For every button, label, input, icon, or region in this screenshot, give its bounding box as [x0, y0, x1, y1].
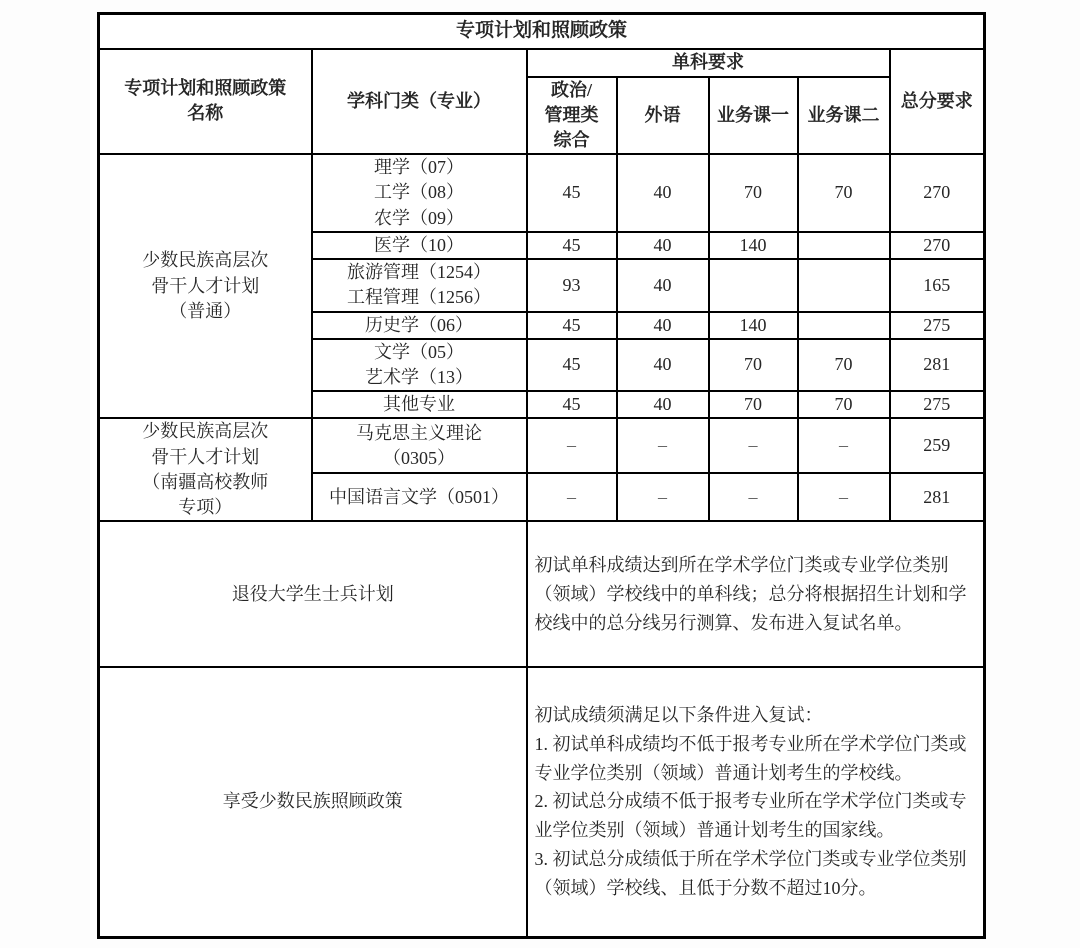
score-course1: – — [709, 418, 798, 473]
minority-policy-intro: 初试成绩须满足以下条件进入复试： — [534, 705, 823, 726]
score-politics: 45 — [527, 391, 617, 418]
score-course2: 70 — [798, 339, 890, 391]
score-politics: 45 — [527, 154, 617, 232]
score-foreign: 40 — [617, 339, 709, 391]
score-course2: 70 — [798, 154, 890, 232]
subject-line: 旅游管理（1254） — [347, 262, 491, 283]
header-foreign-language: 外语 — [617, 77, 709, 155]
subject-line: 工学（08） — [374, 182, 464, 203]
subject-line: 农学（09） — [374, 207, 464, 228]
score-course1 — [709, 259, 798, 311]
table-row — [99, 521, 985, 667]
header-course2: 业务课二 — [798, 77, 890, 155]
score-total: 281 — [890, 339, 985, 391]
minority-policy-item2: 2. 初试总分成绩不低于报考专业所在学术学位门类或专业学位类别（领域）普通计划考生的国家线。 — [534, 791, 967, 841]
table-title-row — [99, 14, 985, 49]
subject-cell: 医学（10） — [312, 232, 527, 259]
group2-name-line2: 骨干人才计划 — [151, 446, 260, 467]
veteran-policy-text: 初试单科成绩达到所在学术学位门类或专业学位类别（领域）学校线中的单科线；总分将根据招生计划和学校线中的总分线另行测算、发布进入复试名单。 — [534, 554, 967, 633]
score-total: 281 — [890, 473, 985, 521]
header-row-group — [99, 49, 985, 77]
minority-policy-cell — [527, 667, 985, 937]
score-foreign: 40 — [617, 259, 709, 311]
group1-name-line1: 少数民族高层次 — [142, 250, 269, 271]
score-foreign: 40 — [617, 312, 709, 339]
subject-line: 马克思主义理论 — [356, 422, 482, 443]
group2-plan-name-cell — [99, 418, 312, 521]
score-course1: 70 — [709, 391, 798, 418]
subject-line: 理学（07） — [374, 157, 464, 178]
subject-line: 艺术学（13） — [365, 367, 473, 387]
subject-cell: 中国语言文学（0501） — [312, 473, 527, 521]
score-course2 — [798, 232, 890, 259]
header-total-requirement: 总分要求 — [890, 49, 985, 155]
minority-policy-item3: 3. 初试总分成绩低于所在学术学位门类或专业学位类别（领域）学校线、且低于分数不超过10分。 — [534, 849, 967, 898]
subject-line: （0305） — [383, 447, 455, 468]
score-foreign: 40 — [617, 154, 709, 232]
score-course2: – — [798, 473, 890, 521]
score-politics: – — [527, 473, 617, 521]
group1-plan-name-cell — [99, 154, 312, 418]
score-foreign: – — [617, 418, 709, 473]
group2-name-line4: 专项） — [178, 496, 233, 517]
group1-name-line2: 骨干人才计划 — [151, 275, 260, 296]
score-total: 165 — [890, 259, 985, 311]
header-politics-line2: 管理类 — [544, 104, 599, 125]
score-foreign: 40 — [617, 391, 709, 418]
veteran-plan-policy-cell — [527, 521, 985, 667]
table-row — [99, 667, 985, 937]
header-plan-name-line1: 专项计划和照顾政策 — [124, 78, 287, 99]
special-plan-score-table — [97, 12, 986, 939]
minority-policy-item1: 1. 初试单科成绩均不低于报考专业所在学术学位门类或专业学位类别（领域）普通计划考生的学校线。 — [534, 733, 967, 783]
subject-cell — [312, 339, 527, 391]
score-politics: 93 — [527, 259, 617, 311]
subject-line: 文学（05） — [374, 341, 464, 362]
score-total: 275 — [890, 312, 985, 339]
veteran-plan-name-cell: 退役大学生士兵计划 — [99, 521, 527, 667]
score-total: 275 — [890, 391, 985, 418]
score-politics: – — [527, 418, 617, 473]
header-course1: 业务课一 — [709, 77, 798, 155]
score-politics: 45 — [527, 312, 617, 339]
header-subject-category: 学科门类（专业） — [312, 49, 527, 155]
subject-line: 工程管理（1256） — [347, 287, 491, 308]
table-row — [99, 154, 985, 232]
header-plan-name — [99, 49, 312, 155]
table-title: 专项计划和照顾政策 — [99, 14, 985, 49]
header-single-subject-requirement: 单科要求 — [527, 49, 890, 77]
subject-cell: 历史学（06） — [312, 312, 527, 339]
subject-cell — [312, 154, 527, 232]
score-course2: – — [798, 418, 890, 473]
score-course1: 70 — [709, 339, 798, 391]
group1-name-line3: （普通） — [169, 300, 242, 321]
group2-name-line1: 少数民族高层次 — [142, 421, 269, 442]
score-course2: 70 — [798, 391, 890, 418]
score-course1: 140 — [709, 232, 798, 259]
header-politics-line1: 政治/ — [550, 79, 592, 100]
subject-cell: 其他专业 — [312, 391, 527, 418]
score-politics: 45 — [527, 232, 617, 259]
score-course2 — [798, 259, 890, 311]
score-politics: 45 — [527, 339, 617, 391]
score-total: 270 — [890, 232, 985, 259]
table-row — [99, 418, 985, 473]
header-politics — [527, 77, 617, 155]
score-course2 — [798, 312, 890, 339]
score-foreign: 40 — [617, 232, 709, 259]
header-plan-name-line2: 名称 — [187, 103, 224, 124]
subject-cell — [312, 259, 527, 311]
score-course1: 140 — [709, 312, 798, 339]
score-total: 259 — [890, 418, 985, 473]
score-total: 270 — [890, 154, 985, 232]
header-politics-line3: 综合 — [553, 129, 590, 150]
score-course1: 70 — [709, 154, 798, 232]
score-foreign: – — [617, 473, 709, 521]
subject-cell — [312, 418, 527, 473]
score-course1: – — [709, 473, 798, 521]
minority-policy-name-cell: 享受少数民族照顾政策 — [99, 667, 527, 937]
group2-name-line3: （南疆高校教师 — [142, 471, 269, 492]
